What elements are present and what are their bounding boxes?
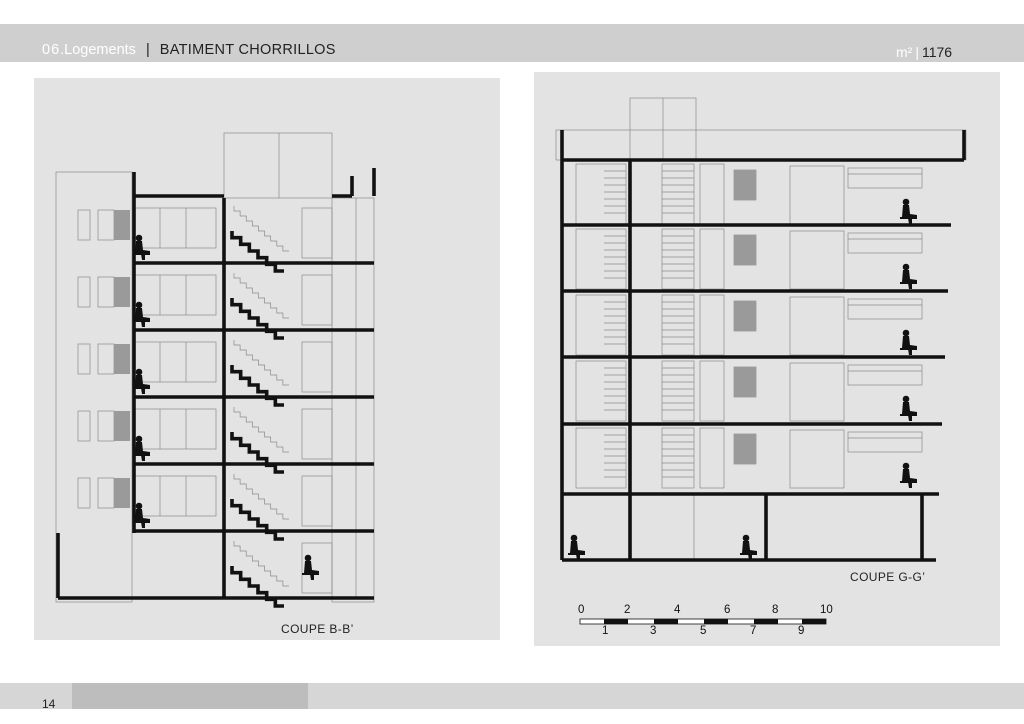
figure-chair [133, 454, 147, 456]
interior-elevation [134, 275, 216, 315]
window-glass [734, 367, 756, 397]
stair-run [662, 428, 694, 488]
stair-rail [302, 208, 332, 258]
footer-tab [72, 683, 308, 709]
stair-run-2 [700, 164, 724, 224]
figure-head [305, 555, 312, 562]
building-name: BATIMENT CHORRILLOS [159, 42, 336, 58]
figure-head [903, 330, 910, 337]
window-glass [734, 434, 756, 464]
scale-bar-graphic [578, 605, 848, 639]
stair-run [662, 164, 694, 224]
window-glass [114, 411, 130, 441]
scale-label-bottom: 1 [602, 625, 609, 637]
stair-elevation [576, 295, 626, 355]
figure-chair [133, 253, 147, 255]
section-dot: . [60, 42, 65, 58]
stair-rail [302, 476, 332, 526]
scale-label-top: 0 [578, 604, 585, 616]
window [78, 277, 90, 307]
seated-figure [568, 535, 585, 560]
stair-flight-section [232, 499, 284, 539]
figure-chair [740, 553, 754, 555]
figure-head [136, 503, 143, 510]
seated-figure [900, 330, 917, 355]
stair-elevation [576, 164, 626, 224]
figure-head [903, 396, 910, 403]
kitchen-elevation [790, 363, 844, 421]
figure-body [135, 308, 150, 327]
section-drawing-gg [534, 72, 1000, 646]
figure-body [135, 241, 150, 260]
stair-run [662, 295, 694, 355]
ground-stair [630, 494, 694, 560]
stair-flight-section [232, 298, 284, 338]
section-caption-gg: COUPE G-G’ [850, 570, 926, 584]
stair-rail [302, 409, 332, 459]
figure-body [902, 270, 917, 289]
figure-head [136, 436, 143, 443]
figure-chair [900, 481, 914, 483]
stair-flight-section [232, 365, 284, 405]
window [78, 210, 90, 240]
figure-head [136, 235, 143, 242]
scale-label-bottom: 9 [798, 625, 805, 637]
roof-stair-tower [224, 133, 332, 198]
seated-figure [900, 264, 917, 289]
page-number: 14 [42, 697, 56, 711]
stair-elevation [576, 229, 626, 289]
window [98, 344, 114, 374]
figure-body [135, 375, 150, 394]
figure-head [903, 264, 910, 271]
figure-body [902, 469, 917, 488]
stair-run [662, 229, 694, 289]
scale-label-bottom: 5 [700, 625, 707, 637]
window-glass [734, 170, 756, 200]
kitchen-elevation [790, 297, 844, 355]
figure-chair [900, 414, 914, 416]
figure-head [136, 369, 143, 376]
area-separator: | [915, 44, 919, 60]
figure-chair [900, 217, 914, 219]
roof-parapet [556, 130, 966, 160]
window [98, 210, 114, 240]
stair-elevation [576, 428, 626, 488]
area-label [896, 44, 952, 60]
figure-body [135, 509, 150, 528]
window-glass [734, 301, 756, 331]
figure-body [902, 402, 917, 421]
figure-body [135, 442, 150, 461]
section-caption-bb: COUPE B-B’ [281, 622, 354, 636]
wall-cabinet [848, 168, 922, 188]
stair-run-2 [700, 295, 724, 355]
wall-cabinet [848, 432, 922, 452]
area-unit: m² [896, 44, 913, 60]
wall-cabinet [848, 233, 922, 253]
area-value: 1176 [921, 44, 953, 60]
window-glass [114, 344, 130, 374]
scale-label-top: 4 [674, 604, 681, 616]
scale-label-bottom: 7 [750, 625, 757, 637]
stair-run-2 [700, 229, 724, 289]
figure-chair [302, 573, 316, 575]
stair-run [662, 361, 694, 421]
interior-elevation [134, 409, 216, 449]
window [78, 411, 90, 441]
window-glass [114, 277, 130, 307]
seated-figure [900, 396, 917, 421]
scale-label-top: 8 [772, 604, 779, 616]
section-panel-left [34, 78, 500, 640]
figure-chair [568, 553, 582, 555]
figure-chair [900, 282, 914, 284]
figure-chair [133, 387, 147, 389]
figure-head [903, 199, 910, 206]
seated-figure [740, 535, 757, 560]
stair-run-2 [700, 361, 724, 421]
section-number: 06 [42, 42, 61, 58]
window [78, 344, 90, 374]
section-drawing-bb [34, 78, 500, 640]
scale-bar [578, 605, 848, 639]
interior-elevation [134, 476, 216, 516]
kitchen-elevation [790, 430, 844, 488]
figure-head [571, 535, 578, 542]
figure-head [903, 463, 910, 470]
wall-cabinet [848, 299, 922, 319]
scale-label-top: 2 [624, 604, 631, 616]
stair-elevation [576, 361, 626, 421]
figure-body [902, 336, 917, 355]
walking-figure [302, 555, 319, 580]
figure-chair [133, 521, 147, 523]
kitchen-elevation [790, 166, 844, 224]
wall-cabinet [848, 365, 922, 385]
interior-elevation [134, 342, 216, 382]
page-header-title [42, 42, 336, 58]
window-glass [114, 478, 130, 508]
section-panel-right [534, 72, 1000, 646]
window-glass [734, 235, 756, 265]
stair-run-2 [700, 428, 724, 488]
interior-elevation [134, 208, 216, 248]
figure-body [902, 205, 917, 224]
figure-body [304, 561, 319, 580]
stair-rail [302, 342, 332, 392]
window [98, 478, 114, 508]
stair-flight-section [232, 432, 284, 472]
figure-chair [900, 348, 914, 350]
window [78, 478, 90, 508]
figure-head [136, 302, 143, 309]
section-label: Logements [64, 42, 136, 58]
scale-label-top: 10 [820, 604, 833, 616]
kitchen-elevation [790, 231, 844, 289]
figure-body [570, 541, 585, 560]
stair-rail [302, 275, 332, 325]
stair-flight-section [232, 566, 284, 606]
seated-figure [900, 199, 917, 224]
figure-body [742, 541, 757, 560]
window [98, 277, 114, 307]
stair-flight-section [232, 231, 284, 271]
window [98, 411, 114, 441]
scale-label-bottom: 3 [650, 625, 657, 637]
figure-chair [133, 320, 147, 322]
right-facade [332, 198, 374, 602]
figure-head [743, 535, 750, 542]
seated-figure [900, 463, 917, 488]
header-separator: | [145, 42, 150, 58]
scale-label-top: 6 [724, 604, 731, 616]
window-glass [114, 210, 130, 240]
